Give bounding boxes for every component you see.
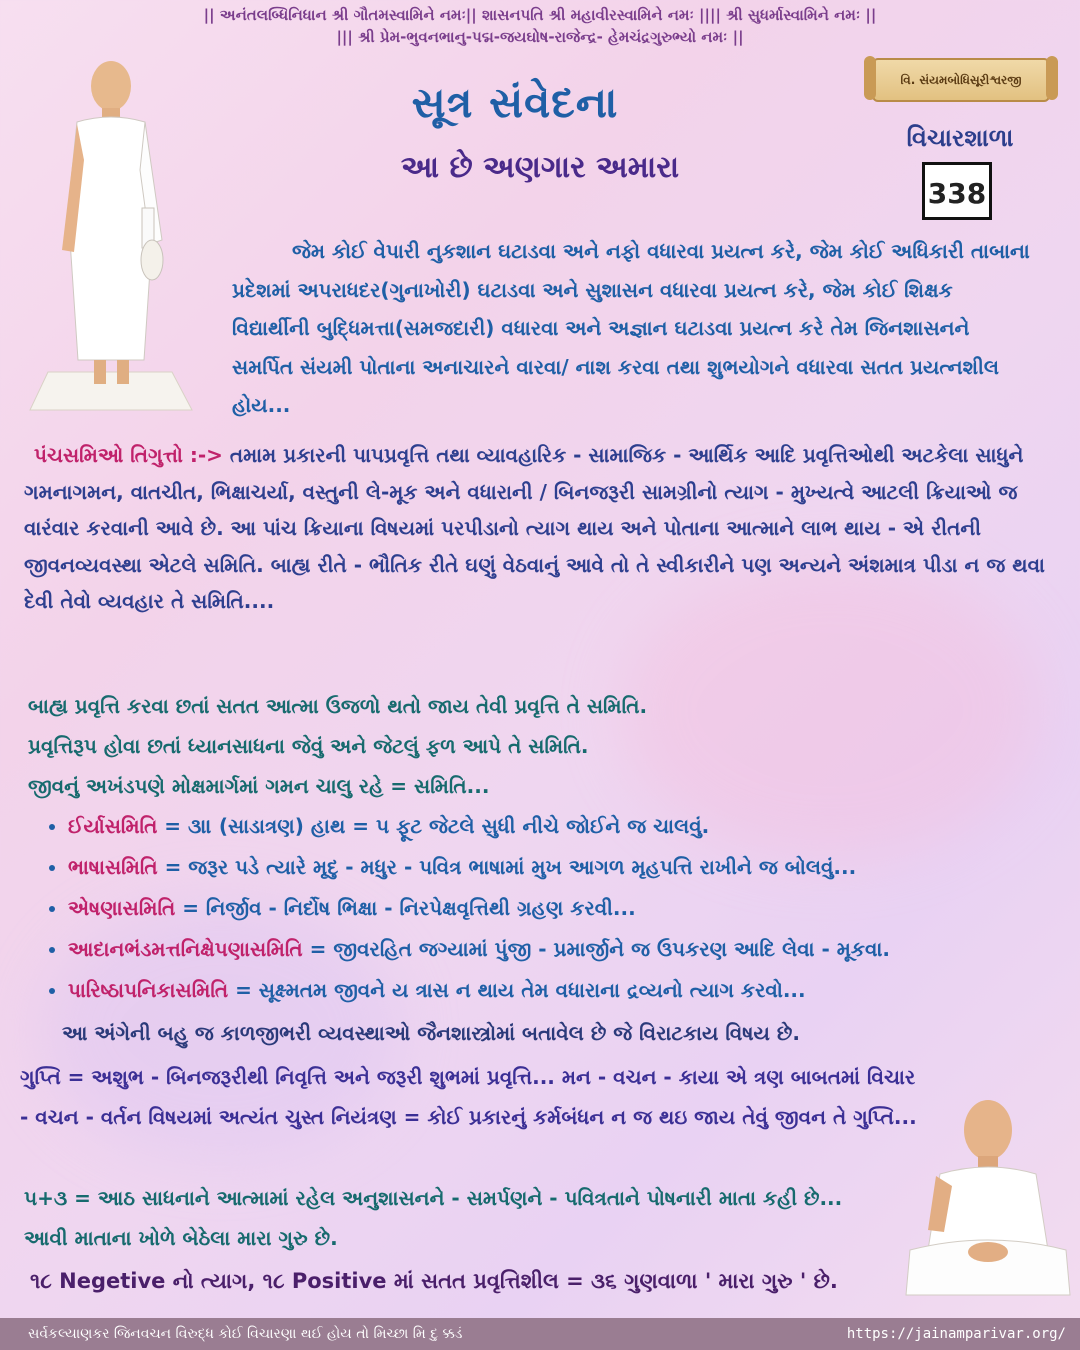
panch-text: તમામ પ્રકારની પાપપ્રવૃત્તિ તથા વ્યાવહારિક - સામાજિક - આર્થિક આદિ પ્રવૃત્તિઓથી અટકેલા સાધુને ગમનાગમન, વાતચીત, ભિક્ષાચર્યા, વસ્તુની લે-મૂક અને વધારાની / બિનજરૂરી સામગ્રીનો ત્યાગ - મુખ્યત્વે આટલી ક્રિયાઓ જ વારંવાર કરવાની આવે છે. આ પાંચ ક્રિયાના વિષયમાં પરપીડાનો ત્યાગ થાય અને પોતાના આત્માને લાભ થાય - એ રીતની જીવનવ્યવસ્થા એટલે સમિતિ. બાહ્ય રીતે - ભૌતિક રીતે ઘણું વેઠવાનું આવે તો તે સ્વીકારીને પણ અન્યને અંશમાત્ર પીડા ન જ થવા દેવી તેવો વ્યવહાર તે સમિતિ.... <box>24 443 1045 613</box>
page-title: સૂત્ર સંવેદના <box>411 78 619 127</box>
list-item <box>68 888 1080 929</box>
seated-guru-illustration <box>900 1090 1076 1310</box>
samiti-name: એષણાસમિતિ <box>68 896 176 920</box>
footer-message: સર્વકલ્યાણકર જિનવચન વિરુદ્ધ કોઈ વિચારણા થઈ હોય તો મિચ્છા મિ દુ ક્કડં <box>28 1326 463 1342</box>
invocation-line-2: ||| શ્રી પ્રેમ-ભુવનભાનુ-પદ્મ-જયઘોષ-રાજેન્દ્ર- હેમચંદ્રગુરુભ્યો નમઃ || <box>336 28 744 46</box>
samiti-name: પારિષ્ઠાપનિકાસમિતિ <box>68 978 229 1002</box>
standing-monk-illustration <box>22 60 200 426</box>
closing-line: ૧૮ Negetive નો ત્યાગ, ૧૮ Positive માં સતત પ્રવૃત્તિશીલ = ૩૬ ગુણવાળા ' મારા ગુરુ ' છે. <box>30 1269 838 1293</box>
shastra-line: આ અંગેની બહુ જ કાળજીભરી વ્યવસ્થાઓ જૈનશાસ્ત્રોમાં બતાવેલ છે જે વિરાટકાય વિષય છે. <box>62 1021 800 1045</box>
samiti-desc: = નિર્જીવ - નિર્દોષ ભિક્ષા - નિરપેક્ષવૃત્તિથી ગ્રહણ કરવી... <box>175 896 636 920</box>
list-item <box>68 929 1080 970</box>
samiti-line: પ્રવૃત્તિરૂપ હોવા છતાં ધ્યાનસાધના જેવું અને જેટલું ફળ આપે તે સમિતિ. <box>28 734 589 758</box>
mata-line: આવી માતાના ખોળે બેઠેલા મારા ગુરુ છે. <box>24 1226 338 1250</box>
page-subtitle: આ છે અણગાર અમારા <box>400 150 680 185</box>
samiti-definitions <box>28 686 1028 806</box>
samiti-line: બાહ્ય પ્રવૃત્તિ કરવા છતાં સતત આત્મા ઉજળો થતો જાય તેવી પ્રવૃત્તિ તે સમિતિ. <box>28 694 648 718</box>
samiti-name: ભાષાસમિતિ <box>68 855 158 879</box>
samiti-name: આદાનભંડમત્તનિક્ષેપણાસમિતિ <box>68 937 303 961</box>
website-link[interactable]: https://jainamparivar.org/ <box>846 1326 1066 1342</box>
samiti-desc: = ૩॥ (સાડાત્રણ) હાથ = ૫ ફૂટ જેટલે સુધી નીચે જોઈને જ ચાલવું. <box>157 814 710 838</box>
samiti-desc: = જરૂર પડે ત્યારે મૃદુ - મધુર - પવિત્ર ભાષામાં મુખ આગળ મૃહપત્તિ રાખીને જ બોલવું... <box>157 855 857 879</box>
mata-paragraph <box>24 1178 964 1258</box>
panch-lead: પંચસમિઓ તિગુત્તો :-> <box>34 443 223 467</box>
invocation-line-1: || અનંતલબ્ધિનિધાન શ્રી ગૌતમસ્વામિને નમઃ|| શાસનપતિ શ્રી મહાવીરસ્વામિને નમઃ |||| શ્રી સુધર્માસ્વામિને નમઃ || <box>203 6 877 24</box>
panch-samiti-paragraph <box>24 437 1064 620</box>
author-scroll-banner: વિ. સંયમબોધિસૂરીશ્વરજી <box>872 58 1050 102</box>
mata-line: ૫+૩ = આઠ સાધનાને આત્મામાં રહેલ અનુશાસનને - સમર્પણને - પવિત્રતાને પોષનારી માતા કહી છે... <box>24 1186 843 1210</box>
list-item <box>68 847 1080 888</box>
gupti-paragraph: ગુપ્તિ = અશુભ - બિનજરૂરીથી નિવૃત્તિ અને જરૂરી શુભમાં પ્રવૃત્તિ... મન - વચન - કાયા એ ત્રણ બાબતમાં વિચાર - વચન - વર્તન વિષયમાં અત્યંત ચુસ્ત નિયંત્રણ = કોઈ પ્રકારનું કર્મબંધન ન જ થઇ જાય તેવું જીવન તે ગુપ્તિ... <box>20 1065 917 1129</box>
footer-bar <box>0 1318 1080 1350</box>
samiti-name: ઈર્યાસમિતિ <box>68 814 158 838</box>
list-item <box>68 806 1080 847</box>
series-number-badge: 338 <box>922 162 992 220</box>
intro-paragraph <box>232 232 1032 425</box>
series-label: વિચારશાળા <box>906 124 1014 152</box>
list-item <box>68 970 1080 1011</box>
samiti-list <box>42 806 1080 1011</box>
samiti-desc: = સૂક્ષ્મતમ જીવને ય ત્રાસ ન થાય તેમ વધારાના દ્રવ્યનો ત્યાગ કરવો... <box>228 978 806 1002</box>
intro-text: જેમ કોઈ વેપારી નુકશાન ઘટાડવા અને નફો વધારવા પ્રયત્ન કરે, જેમ કોઈ અધિકારી તાબાના પ્રદેશમાં અપરાધદર(ગુનાખોરી) ઘટાડવા અને સુશાસન વધારવા પ્રયત્ન કરે, જેમ કોઈ શિક્ષક વિદ્યાર્થીની બુદ્ધિમત્તા(સમજદારી) વધારવા અને અજ્ઞાન ઘટાડવા પ્રયત્ન કરે તેમ જિનશાસનને સમર્પિત સંયમી પોતાના અનાચારને વારવા/ નાશ કરવા તથા શુભયોગને વધારવા સતત પ્રયત્નશીલ હોય... <box>232 239 1030 418</box>
samiti-line: જીવનું અખંડપણે મોક્ષમાર્ગમાં ગમન ચાલુ રહે = સમિતિ... <box>28 774 490 798</box>
samiti-desc: = જીવરહિત જગ્યામાં પુંજી - પ્રમાર્જીને જ ઉપકરણ આદિ લેવા - મૂકવા. <box>302 937 890 961</box>
